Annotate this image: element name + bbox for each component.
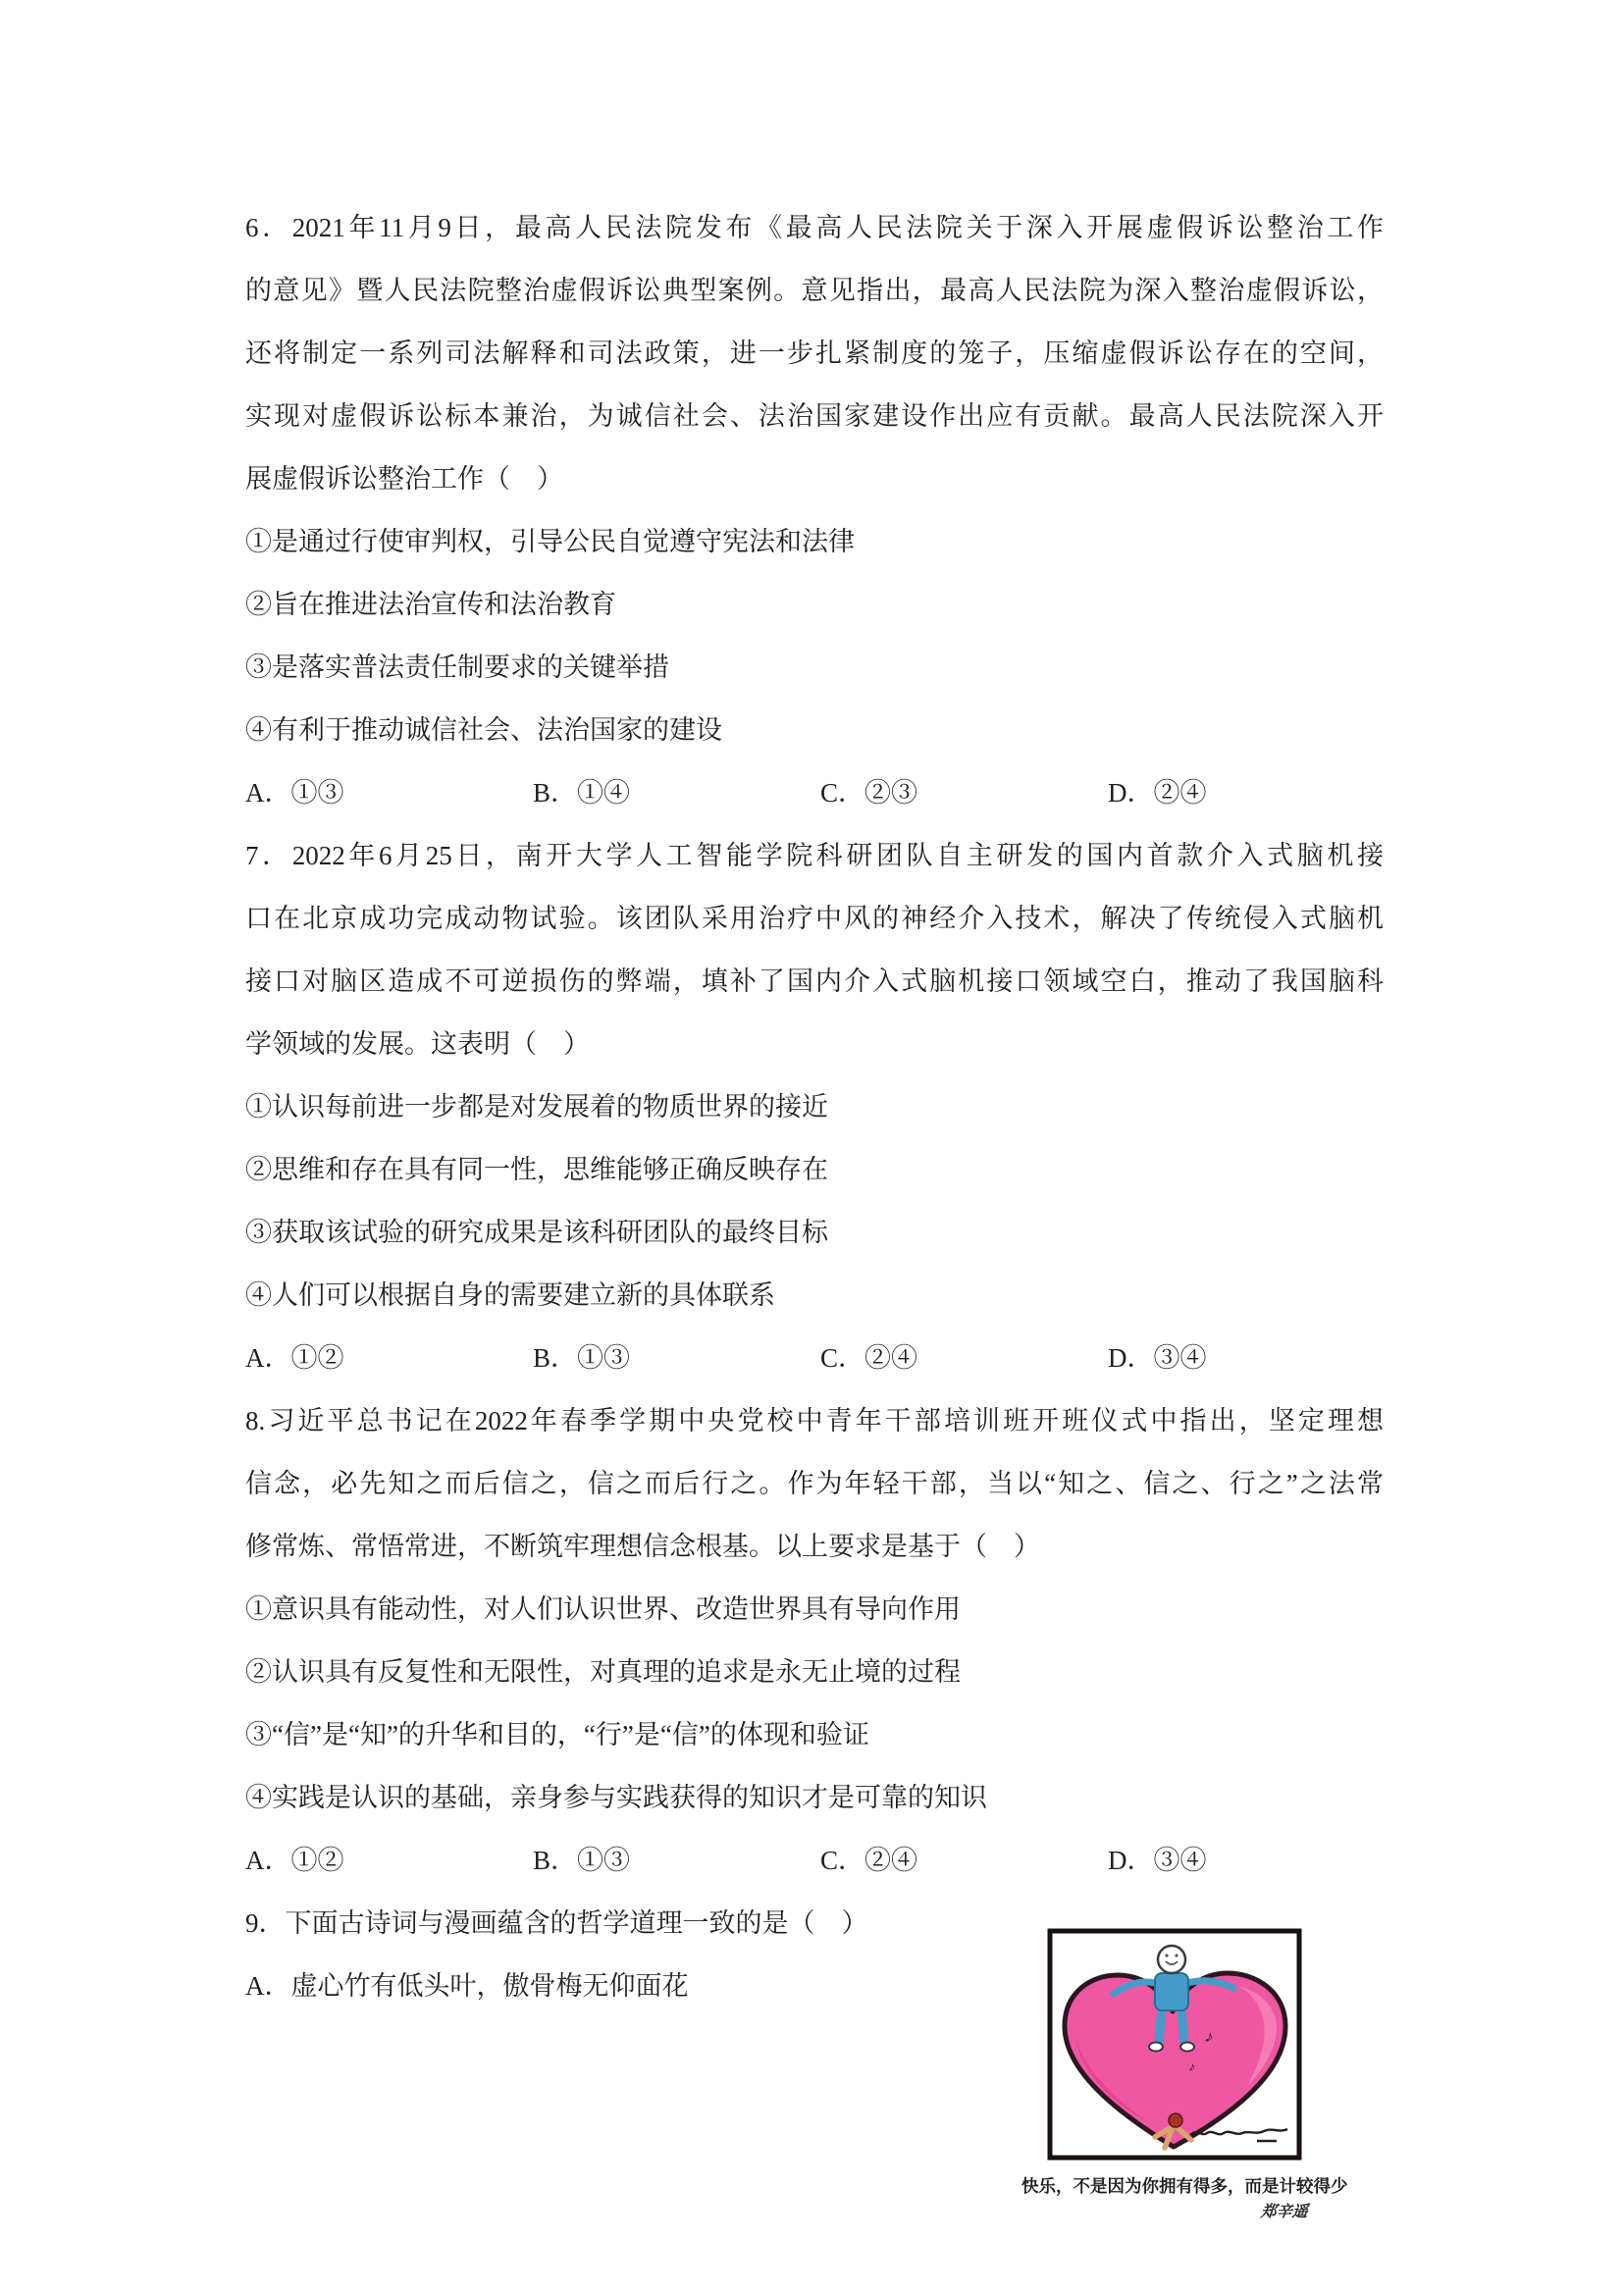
question-7-line-1: 7．2022年6月25日，南开大学人工智能学院科研团队自主研发的国内首款介入式脑机接 xyxy=(245,841,1384,870)
question-6-line-4: 实现对虚假诉讼标本兼治，为诚信社会、法治国家建设作出应有贡献。最高人民法院深入开 xyxy=(245,401,1384,431)
question-7 xyxy=(245,824,1384,1389)
question-7-option-a: A．①② xyxy=(245,1343,344,1373)
question-7-item-1: ①认识每前进一步都是对发展着的物质世界的接近 xyxy=(245,1092,828,1122)
question-6-line-2: 的意见》暨人民法院整治虚假诉讼典型案例。意见指出，最高人民法院为深入整治虚假诉讼， xyxy=(245,276,1384,305)
question-7-option-d: D．③④ xyxy=(1108,1343,1207,1373)
question-8-option-c: C．②④ xyxy=(820,1846,918,1875)
question-6-option-b: B．①④ xyxy=(533,778,631,808)
person-head xyxy=(1158,1946,1185,1973)
question-8-option-a: A．①② xyxy=(245,1846,344,1875)
question-8 xyxy=(245,1389,1384,1892)
question-8-item-1: ①意识具有能动性，对人们认识世界、改造世界具有导向作用 xyxy=(245,1594,961,1624)
question-8-line-1: 8.习近平总书记在2022年春季学期中央党校中青年干部培训班开班仪式中指出，坚定理想 xyxy=(245,1406,1384,1435)
question-9-option-a: A．虚心竹有低头叶，傲骨梅无仰面花 xyxy=(245,1971,689,2001)
person-eye-right xyxy=(1175,1954,1178,1957)
cartoon-caption: 快乐，不是因为你拥有得多，而是计较得少 xyxy=(1021,2176,1348,2196)
question-8-line-3: 修常炼、常悟常进，不断筑牢理想信念根基。以上要求是基于（ ） xyxy=(245,1532,1040,1561)
person-torso xyxy=(1155,1973,1188,2010)
question-7-item-2: ②思维和存在具有同一性，思维能够正确反映存在 xyxy=(245,1155,828,1184)
question-8-option-b: B．①③ xyxy=(533,1846,631,1875)
question-8-line-2: 信念，必先知之而后信之，信之而后行之。作为年轻干部，当以“知之、信之、行之”之法常 xyxy=(245,1469,1384,1498)
question-6-option-c: C．②③ xyxy=(820,778,918,808)
question-9-stem: 9．下面古诗词与漫画蕴含的哲学道理一致的是（ ） xyxy=(245,1908,868,1938)
person-right-leg xyxy=(1181,2009,1184,2043)
question-8-item-4: ④实践是认识的基础，亲身参与实践获得的知识才是可靠的知识 xyxy=(245,1783,987,1812)
person-left-foot xyxy=(1149,2043,1163,2052)
music-note-icon: ♪ xyxy=(1203,2026,1216,2047)
question-7-option-c: C．②④ xyxy=(820,1343,918,1373)
question-6-line-3: 还将制定一系列司法解释和司法政策，进一步扎紧制度的笼子，压缩虚假诉讼存在的空间， xyxy=(245,339,1384,368)
question-7-item-4: ④人们可以根据自身的需要建立新的具体联系 xyxy=(245,1280,775,1310)
person-eye-left xyxy=(1165,1954,1168,1957)
question-6-item-4: ④有利于推动诚信社会、法治国家的建设 xyxy=(245,715,722,745)
person-left-leg xyxy=(1159,2009,1162,2043)
question-6-item-3: ③是落实普法责任制要求的关键举措 xyxy=(245,652,669,682)
question-6-line-1: 6．2021年11月9日，最高人民法院发布《最高人民法院关于深入开展虚假诉讼整治工作 xyxy=(245,213,1384,242)
question-6-item-2: ②旨在推进法治宣传和法治教育 xyxy=(245,590,616,619)
question-7-line-2: 口在北京成功完成动物试验。该团队采用治疗中风的神经介入技术，解决了传统侵入式脑机 xyxy=(245,904,1384,933)
question-8-option-d: D．③④ xyxy=(1108,1846,1207,1875)
question-6-option-d: D．②④ xyxy=(1108,778,1207,808)
question-6-options-row xyxy=(245,761,1384,824)
music-note-icon: ♪ xyxy=(1187,2059,1197,2075)
question-8-item-3: ③“信”是“知”的升华和目的，“行”是“信”的体现和验证 xyxy=(245,1720,869,1749)
question-6 xyxy=(245,196,1384,824)
cartoon-drawing xyxy=(1045,1925,1305,2164)
question-7-option-b: B．①③ xyxy=(533,1343,631,1373)
question-7-line-4: 学领域的发展。这表明（ ） xyxy=(245,1029,590,1059)
person-right-foot xyxy=(1180,2043,1194,2052)
question-7-line-3: 接口对脑区造成不可逆损伤的弊端，填补了国内介入式脑机接口领域空白，推动了我国脑科 xyxy=(245,966,1384,996)
question-6-line-5: 展虚假诉讼整治工作（ ） xyxy=(245,464,563,494)
cartoon-signature: 郑辛遥 xyxy=(1259,2204,1309,2220)
question-6-option-a: A．①③ xyxy=(245,778,344,808)
exam-text-block xyxy=(245,196,1384,2017)
question-8-item-2: ②认识具有反复性和无限性，对真理的追求是永无止境的过程 xyxy=(245,1657,961,1687)
question-7-options-row xyxy=(245,1327,1384,1389)
tiny-figure-head xyxy=(1169,2113,1182,2127)
heart-cartoon xyxy=(1021,1925,1379,2221)
question-8-options-row xyxy=(245,1829,1384,1892)
question-6-item-1: ①是通过行使审判权，引导公民自觉遵守宪法和法律 xyxy=(245,527,855,556)
question-7-item-3: ③获取该试验的研究成果是该科研团队的最终目标 xyxy=(245,1218,828,1247)
